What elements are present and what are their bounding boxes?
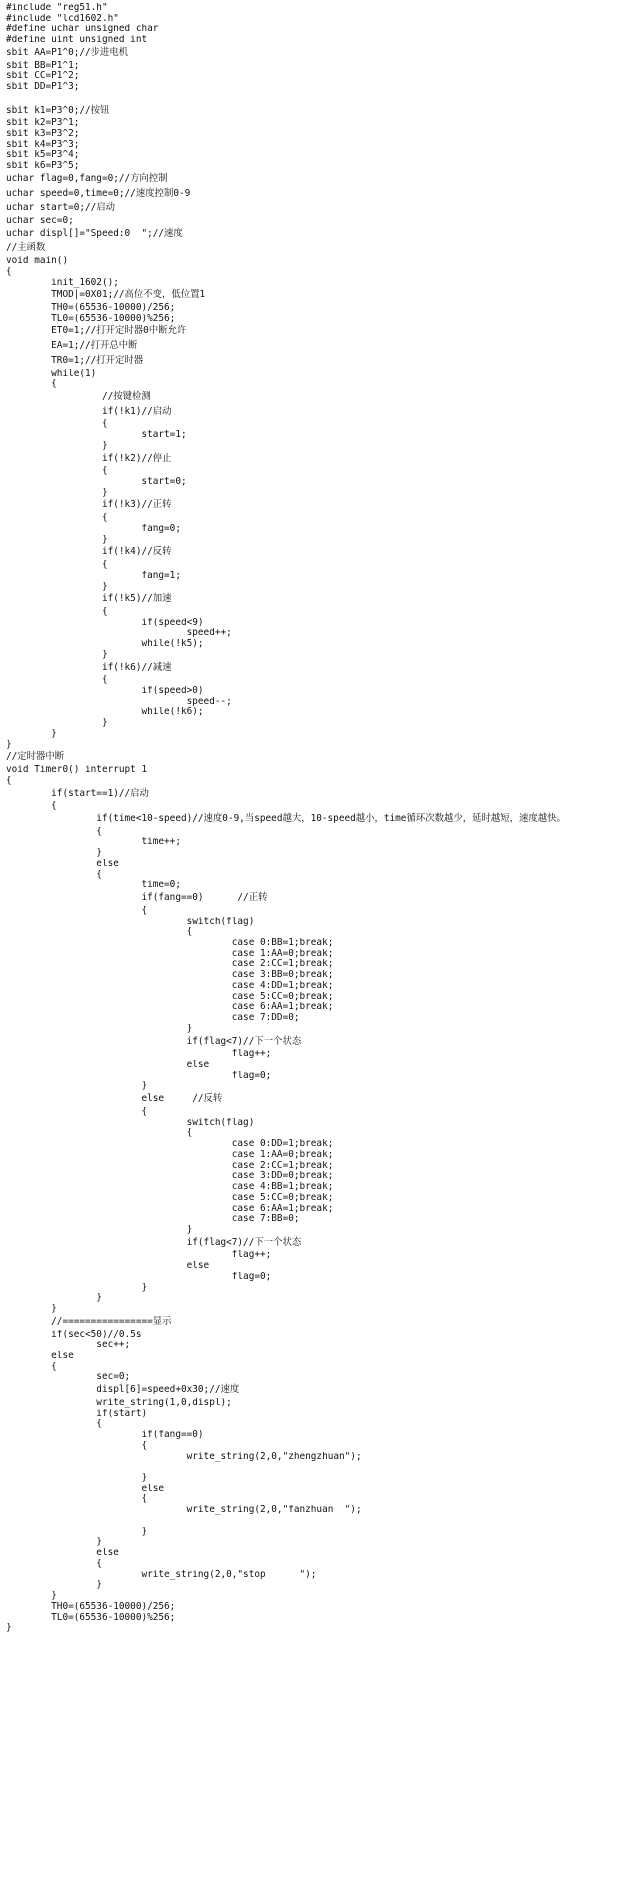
code-line: } bbox=[6, 718, 108, 729]
code-line: { bbox=[6, 801, 57, 812]
code-line: if(!k6)//减速 bbox=[6, 661, 172, 673]
code-line: { bbox=[6, 1419, 102, 1430]
code-line: if(start==1)//启动 bbox=[6, 787, 149, 799]
code-line: TL0=(65536-10000)%256; bbox=[6, 313, 176, 324]
code-line: EA=1;//打开总中断 bbox=[6, 340, 138, 352]
code-line: write_string(1,0,displ); bbox=[6, 1397, 232, 1408]
code-line: TMOD|=0X01;//高位不变，低位置1 bbox=[6, 289, 206, 301]
code-line: if(start) bbox=[6, 1408, 148, 1419]
code-line bbox=[6, 1462, 636, 1473]
code-line: sbit k2=P3^1; bbox=[6, 118, 80, 129]
code-line: else bbox=[6, 1261, 210, 1272]
code-line: } bbox=[6, 1623, 12, 1634]
code-line: if(fang==0) bbox=[6, 1430, 204, 1441]
code-line: { bbox=[6, 1361, 57, 1372]
code-line: sbit k3=P3^2; bbox=[6, 128, 80, 139]
code-line: } bbox=[6, 649, 108, 660]
code-line: else bbox=[6, 858, 119, 869]
code-line: flag++; bbox=[6, 1049, 272, 1060]
code-line: } bbox=[6, 1537, 102, 1548]
code-line: { bbox=[6, 560, 108, 571]
code-line: case 4:DD=1;break; bbox=[6, 980, 334, 991]
code-line bbox=[6, 93, 636, 104]
code-line: fang=1; bbox=[6, 570, 181, 581]
code-line: sbit DD=P1^3; bbox=[6, 82, 80, 93]
code-line: #include "reg51.h" bbox=[6, 3, 108, 13]
code-line bbox=[6, 1516, 636, 1527]
code-line: void Timer0() interrupt 1 bbox=[6, 765, 148, 776]
code-line: } bbox=[6, 1224, 193, 1235]
code-line: } bbox=[6, 1304, 57, 1315]
code-line: case 3:DD=0;break; bbox=[6, 1171, 334, 1182]
code-line: while(!k6); bbox=[6, 707, 204, 718]
code-line: if(sec<50)//0.5s bbox=[6, 1329, 142, 1340]
code-line: } bbox=[6, 739, 12, 750]
code-line: { bbox=[6, 379, 57, 390]
code-line: case 5:CC=0;break; bbox=[6, 1192, 334, 1203]
code-line: void main() bbox=[6, 256, 69, 267]
code-line: { bbox=[6, 1558, 102, 1569]
code-line: { bbox=[6, 927, 193, 938]
code-line: } bbox=[6, 728, 57, 739]
code-line: //主函数 bbox=[6, 242, 46, 254]
code-line: if(!k3)//正转 bbox=[6, 499, 172, 511]
code-line: } bbox=[6, 1293, 102, 1304]
code-line: case 2:CC=1;break; bbox=[6, 1160, 334, 1171]
code-line: if(speed>0) bbox=[6, 686, 204, 697]
code-line: uchar flag=0,fang=0;//方向控制 bbox=[6, 172, 168, 184]
code-line: } bbox=[6, 1473, 148, 1483]
code-line: { bbox=[6, 513, 108, 524]
code-line: } bbox=[6, 1081, 148, 1092]
code-line: flag++; bbox=[6, 1250, 272, 1261]
code-line: if(!k1)//启动 bbox=[6, 405, 172, 417]
code-line: case 6:AA=1;break; bbox=[6, 1203, 334, 1214]
code-line: else bbox=[6, 1350, 74, 1361]
code-line: else bbox=[6, 1060, 210, 1071]
code-line: TH0=(65536-10000)/256; bbox=[6, 302, 176, 313]
code-line: start=0; bbox=[6, 476, 187, 487]
code-line: case 0:DD=1;break; bbox=[6, 1139, 334, 1150]
code-line: { bbox=[6, 266, 12, 277]
code-line: { bbox=[6, 826, 102, 837]
code-line: { bbox=[6, 869, 102, 880]
code-line: if(fang==0) //正转 bbox=[6, 892, 268, 904]
code-line: case 0:BB=1;break; bbox=[6, 937, 334, 948]
code-line: switch(flag) bbox=[6, 1117, 255, 1128]
code-line: time=0; bbox=[6, 880, 181, 891]
code-line: flag=0; bbox=[6, 1271, 272, 1282]
code-line: displ[6]=speed+0x30;//速度 bbox=[6, 1384, 240, 1396]
code-line: if(!k4)//反转 bbox=[6, 546, 172, 558]
code-line: write_string(2,0,"stop "); bbox=[6, 1569, 317, 1580]
code-line: } bbox=[6, 1282, 148, 1293]
code-line: case 1:AA=0;break; bbox=[6, 1149, 334, 1160]
code-line: sbit k1=P3^0;//按钮 bbox=[6, 104, 110, 116]
code-line: uchar speed=0,time=0;//速度控制0-9 bbox=[6, 187, 191, 199]
code-line: { bbox=[6, 466, 108, 477]
code-line: if(!k2)//停止 bbox=[6, 452, 172, 464]
code-line: { bbox=[6, 675, 108, 686]
code-line: ET0=1;//打开定时器0中断允许 bbox=[6, 325, 187, 337]
code-line: sbit k4=P3^3; bbox=[6, 139, 80, 150]
code-line: speed--; bbox=[6, 696, 232, 707]
code-line: sec++; bbox=[6, 1340, 131, 1351]
code-line: { bbox=[6, 775, 12, 786]
code-line: TL0=(65536-10000)%256; bbox=[6, 1612, 176, 1623]
code-line: sbit k6=P3^5; bbox=[6, 161, 80, 172]
code-line: init_1602(); bbox=[6, 277, 119, 288]
code-listing bbox=[6, 3, 636, 1634]
code-line: //定时器中断 bbox=[6, 751, 65, 763]
code-line: switch(flag) bbox=[6, 916, 255, 927]
code-line: else bbox=[6, 1548, 119, 1559]
code-line: if(speed<9) bbox=[6, 617, 204, 628]
code-line: case 7:DD=0; bbox=[6, 1013, 300, 1024]
code-line: } bbox=[6, 1580, 102, 1591]
code-line: } bbox=[6, 848, 102, 859]
code-line: else bbox=[6, 1483, 165, 1494]
code-line: write_string(2,0,"fanzhuan "); bbox=[6, 1505, 362, 1516]
code-line: { bbox=[6, 1106, 148, 1117]
code-line: uchar start=0;//启动 bbox=[6, 202, 116, 214]
code-line: case 5:CC=0;break; bbox=[6, 991, 334, 1002]
code-line: #define uint unsigned int bbox=[6, 35, 148, 46]
code-line: #define uchar unsigned char bbox=[6, 24, 159, 35]
code-line: else //反转 bbox=[6, 1093, 223, 1105]
code-line: write_string(2,0,"zhengzhuan"); bbox=[6, 1451, 362, 1462]
code-line: sbit CC=P1^2; bbox=[6, 71, 80, 82]
code-line: } bbox=[6, 534, 108, 545]
code-line: while(1) bbox=[6, 368, 97, 379]
code-line: TH0=(65536-10000)/256; bbox=[6, 1601, 176, 1612]
code-line: while(!k5); bbox=[6, 639, 204, 650]
code-line: } bbox=[6, 1023, 193, 1034]
code-line: sbit k5=P3^4; bbox=[6, 150, 80, 161]
code-line: sbit AA=P1^0;//步进电机 bbox=[6, 46, 129, 58]
code-line: { bbox=[6, 1128, 193, 1139]
code-line: { bbox=[6, 1494, 148, 1505]
code-line: speed++; bbox=[6, 628, 232, 639]
code-line: uchar sec=0; bbox=[6, 215, 74, 226]
code-line: } bbox=[6, 1526, 148, 1537]
code-line: case 4:BB=1;break; bbox=[6, 1182, 334, 1193]
code-line: if(!k5)//加速 bbox=[6, 593, 172, 605]
code-line: if(flag<7)//下一个状态 bbox=[6, 1035, 302, 1047]
code-line: sec=0; bbox=[6, 1372, 131, 1383]
code-line: { bbox=[6, 419, 108, 430]
code-line: if(flag<7)//下一个状态 bbox=[6, 1236, 302, 1248]
code-line: if(time<10-speed)//速度0-9,当speed越大，10-speed越小，time循环次数越少，延时越短，速度越快。 bbox=[6, 813, 566, 824]
code-line: { bbox=[6, 1440, 148, 1451]
code-line: time++; bbox=[6, 837, 181, 848]
code-line: flag=0; bbox=[6, 1070, 272, 1081]
code-line: } bbox=[6, 1591, 57, 1602]
code-line: case 6:AA=1;break; bbox=[6, 1002, 334, 1013]
code-line: { bbox=[6, 606, 108, 617]
code-line: //================显示 bbox=[6, 1315, 172, 1327]
code-line: { bbox=[6, 905, 148, 916]
code-line: case 7:BB=0; bbox=[6, 1214, 300, 1225]
code-line: uchar displ[]="Speed:0 ";//速度 bbox=[6, 227, 183, 239]
code-line: } bbox=[6, 581, 108, 592]
code-line: } bbox=[6, 487, 108, 498]
code-line: fang=0; bbox=[6, 523, 181, 534]
code-line: //按键检测 bbox=[6, 390, 151, 402]
code-line: TR0=1;//打开定时器 bbox=[6, 354, 144, 366]
code-line: } bbox=[6, 440, 108, 451]
code-line: sbit BB=P1^1; bbox=[6, 60, 80, 71]
code-line: case 2:CC=1;break; bbox=[6, 959, 334, 970]
code-line: case 3:BB=0;break; bbox=[6, 970, 334, 981]
code-line: #include "lcd1602.h" bbox=[6, 13, 119, 24]
code-line: start=1; bbox=[6, 430, 187, 441]
code-line: case 1:AA=0;break; bbox=[6, 948, 334, 959]
